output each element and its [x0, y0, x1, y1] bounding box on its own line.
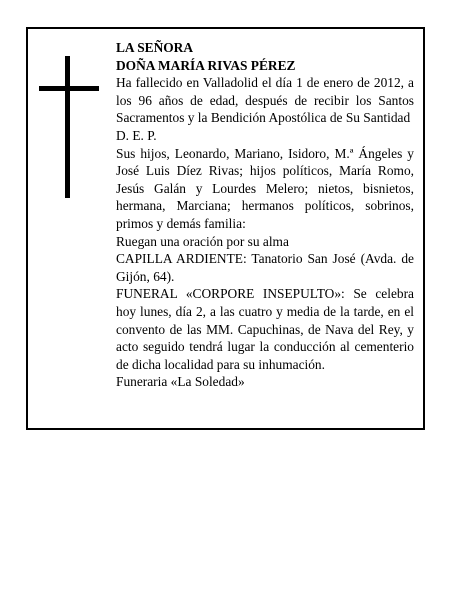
funeral-home: Funeraria «La Soledad» — [116, 374, 245, 390]
cross-vertical-bar — [65, 56, 70, 198]
death-announcement: Ha fallecido en Valladolid el día 1 de enero de 2012, a los 96 años de edad, después de recibir los Santos Sacramentos y la Bendición Apostólica de Su Santidad — [116, 75, 414, 126]
funeral-info: FUNERAL «CORPORE INSEPULTO»: Se celebra hoy lunes, día 2, a las cuatro y media de la tarde, en el convento de las MM. Capuchinas, de Nava del Rey, y acto seguido tendrá lugar la conducción al cementerio de dicha localidad para su inhumación. — [116, 286, 414, 372]
notice-text — [116, 39, 414, 391]
notice-title: LA SEÑORA — [116, 40, 194, 55]
obituary-notice — [26, 27, 425, 430]
deceased-name: DOÑA MARÍA RIVAS PÉREZ — [116, 57, 296, 73]
prayer-request: Ruegan una oración por su alma — [116, 233, 289, 249]
rip-line: D. E. P. — [116, 127, 157, 143]
latin-cross-icon — [39, 56, 99, 198]
cross-horizontal-bar — [39, 86, 99, 91]
family-list: Sus hijos, Leonardo, Mariano, Isidoro, M.ª Ángeles y José Luis Díez Rivas; hijos políticos, María Romo, Jesús Galán y Lourdes Melero; nietos, bisnietos, hermana, Marciana; hermanos políticos, sobrinos, primos y demás familia: — [116, 145, 414, 231]
chapel-info: CAPILLA ARDIENTE: Tanatorio San José (Avda. de Gijón, 64). — [116, 251, 414, 284]
